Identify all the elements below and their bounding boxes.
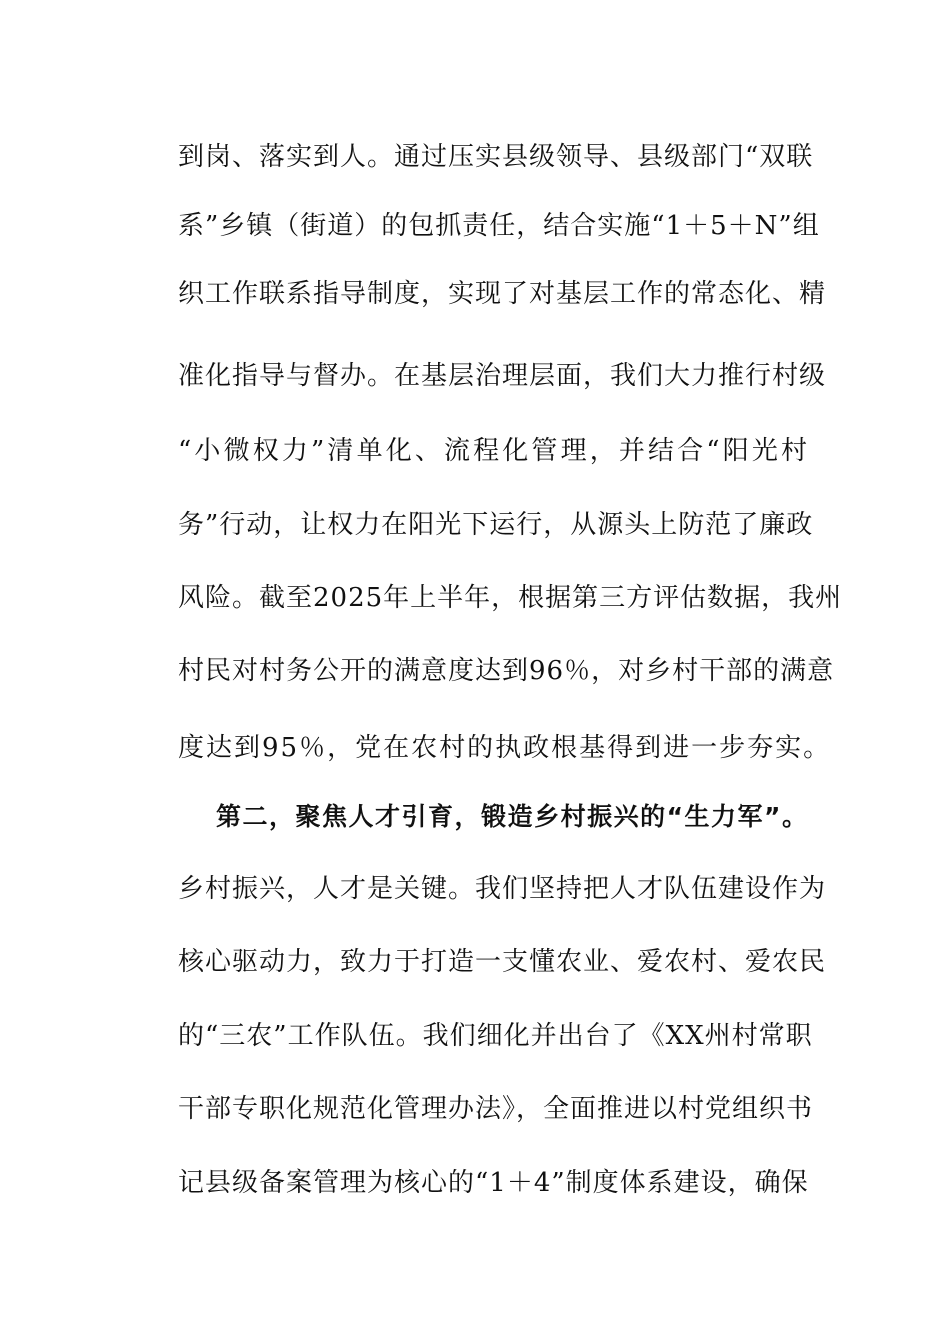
- paragraph-line: 的“三农”工作队伍。我们细化并出台了《XX州村常职: [178, 1021, 813, 1051]
- paragraph-line: 乡村振兴，人才是关键。我们坚持把人才队伍建设作为: [178, 874, 827, 904]
- paragraph-line: 务”行动，让权力在阳光下运行，从源头上防范了廉政: [178, 510, 814, 540]
- paragraph-line: 核心驱动力，致力于打造一支懂农业、爱农村、爱农民: [178, 947, 827, 977]
- paragraph-line: 风险。截至2025年上半年，根据第三方评估数据，我州: [178, 583, 843, 613]
- paragraph-line: 到岗、落实到人。通过压实县级领导、县级部门“双联: [178, 142, 814, 172]
- paragraph-line: 度达到95％，党在农村的执政根基得到进一步夯实。: [178, 733, 832, 763]
- paragraph-line: 准化指导与督办。在基层治理层面，我们大力推行村级: [178, 361, 827, 391]
- paragraph-line: 系”乡镇（街道）的包抓责任，结合实施“1＋5＋N”组: [178, 211, 820, 241]
- paragraph-line: 干部专职化规范化管理办法》，全面推进以村党组织书: [178, 1094, 814, 1124]
- paragraph-line: “小微权力”清单化、流程化管理，并结合“阳光村: [178, 436, 808, 466]
- paragraph-line: 织工作联系指导制度，实现了对基层工作的常态化、精: [178, 279, 827, 309]
- section-heading: 第二，聚焦人才引育，锻造乡村振兴的“生力军”。: [216, 802, 808, 831]
- paragraph-line: 记县级备案管理为核心的“1＋4”制度体系建设，确保: [178, 1168, 809, 1198]
- paragraph-line: 村民对村务公开的满意度达到96％，对乡村干部的满意: [178, 656, 835, 686]
